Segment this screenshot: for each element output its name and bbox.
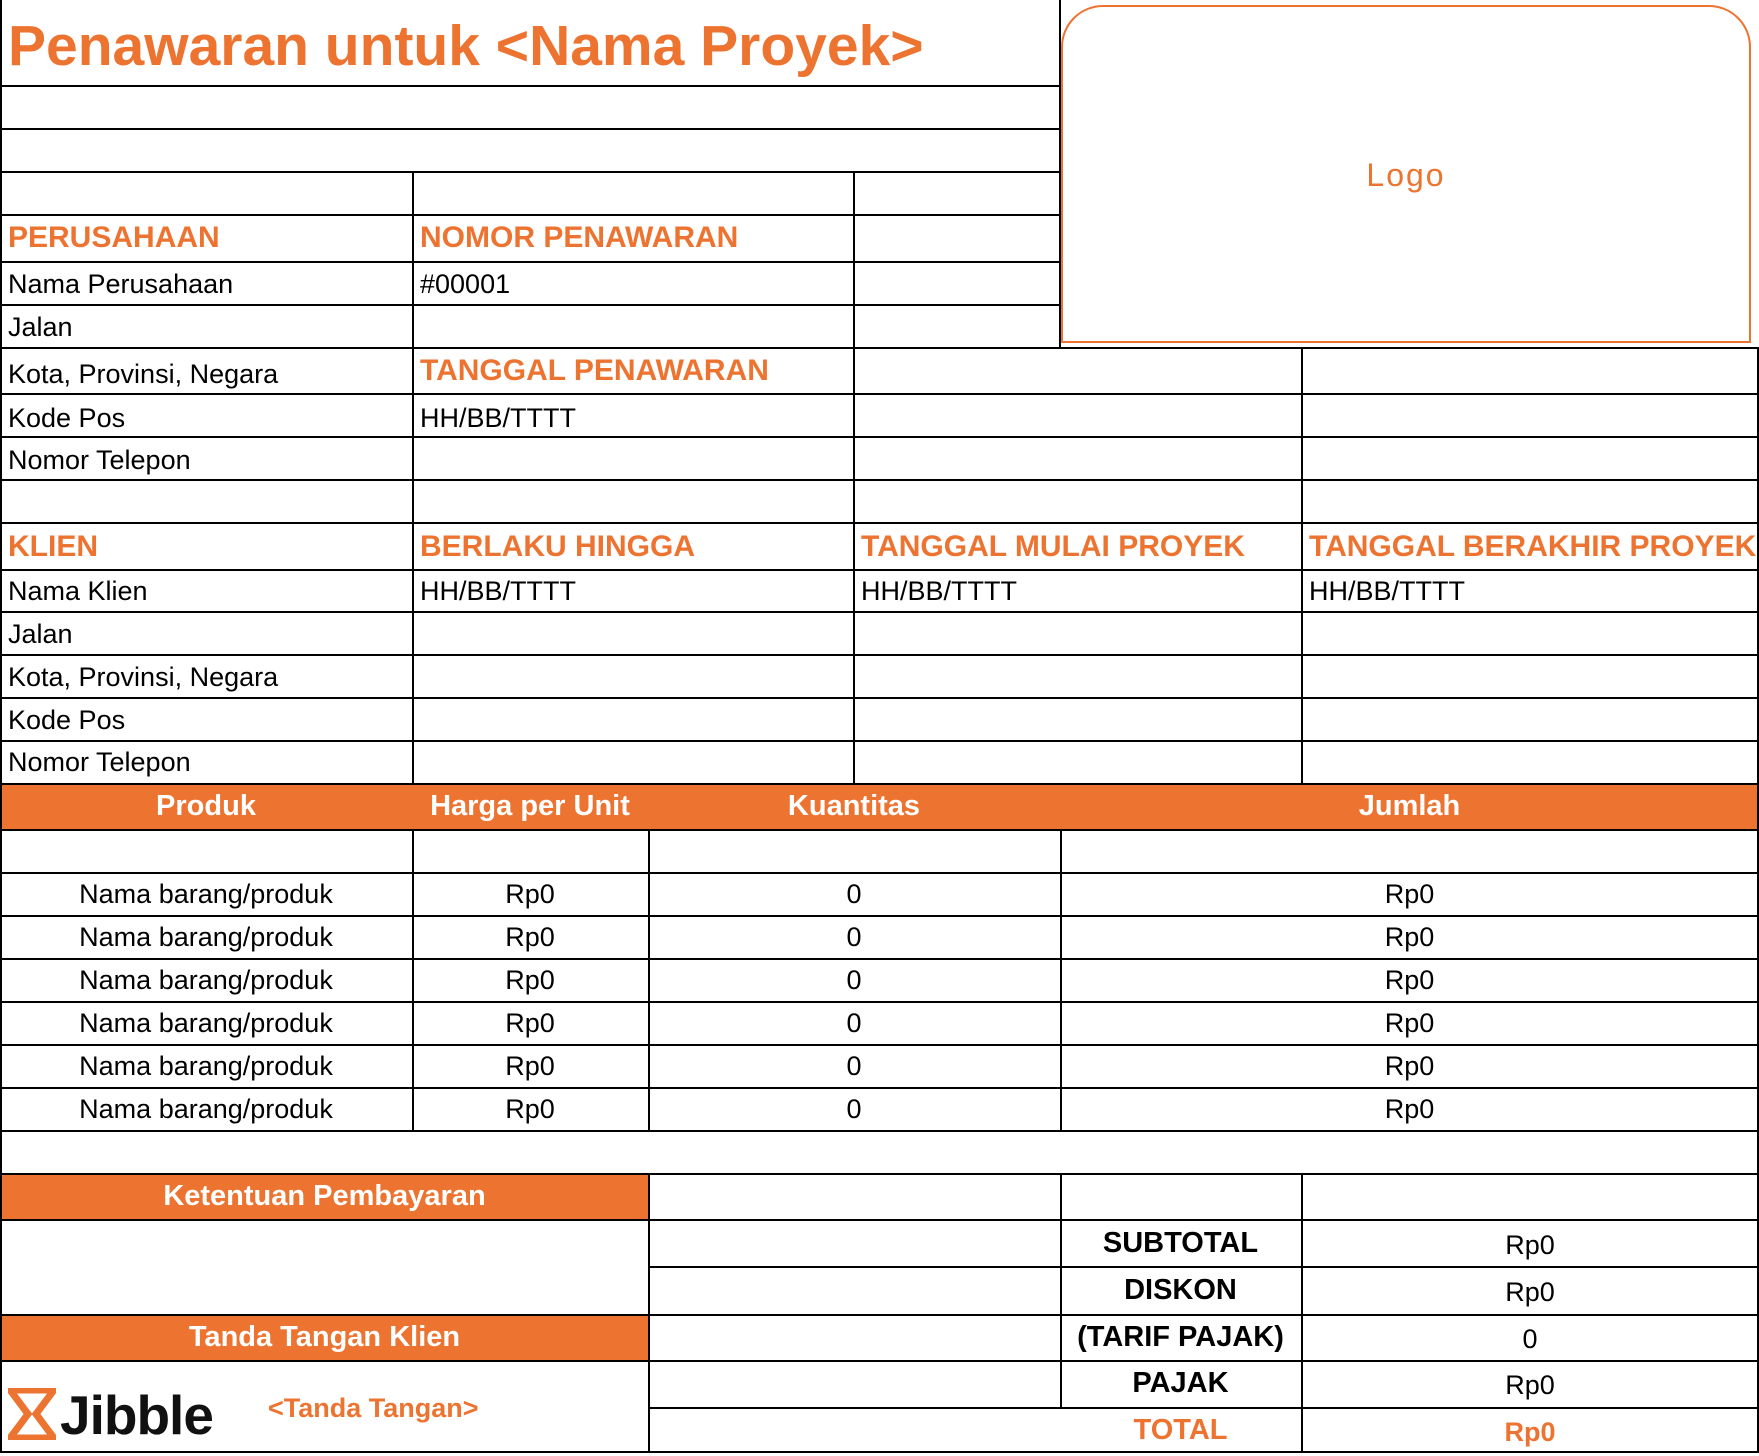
company-name[interactable]: Nama Perusahaan <box>8 269 234 299</box>
payment-terms-area[interactable] <box>2 1221 648 1313</box>
row-product[interactable]: Nama barang/produk <box>79 965 333 995</box>
company-city[interactable]: Kota, Provinsi, Negara <box>8 359 279 389</box>
row-quantity[interactable]: 0 <box>846 922 862 952</box>
subtotal-label: SUBTOTAL <box>1102 1227 1259 1259</box>
discount-label: DISKON <box>1124 1274 1237 1306</box>
row-quantity[interactable]: 0 <box>846 1094 862 1124</box>
row-product[interactable]: Nama barang/produk <box>79 1051 333 1081</box>
row-amount: Rp0 <box>1384 1094 1435 1124</box>
logo-placeholder[interactable] <box>1061 5 1751 343</box>
payment-terms-heading: Ketentuan Pembayaran <box>163 1180 486 1212</box>
row-product[interactable]: Nama barang/produk <box>79 922 333 952</box>
row-product[interactable]: Nama barang/produk <box>79 1094 333 1124</box>
col-header-amount: Jumlah <box>1358 790 1461 822</box>
client-phone[interactable]: Nomor Telepon <box>8 747 191 777</box>
total-label: TOTAL <box>1133 1414 1228 1446</box>
project-start-heading: TANGGAL MULAI PROYEK <box>861 530 1245 563</box>
quote-date-heading: TANGGAL PENAWARAN <box>420 354 769 387</box>
row-product[interactable]: Nama barang/produk <box>79 1008 333 1038</box>
valid-until-heading: BERLAKU HINGGA <box>420 530 695 563</box>
col-header-product: Produk <box>156 790 256 822</box>
row-unit-price[interactable]: Rp0 <box>505 922 555 952</box>
tax-label: PAJAK <box>1132 1367 1229 1399</box>
tax-rate-value[interactable]: 0 <box>1522 1324 1538 1354</box>
row-unit-price[interactable]: Rp0 <box>505 879 555 909</box>
row-product[interactable]: Nama barang/produk <box>79 879 333 909</box>
quote-number-heading: NOMOR PENAWARAN <box>420 221 739 254</box>
tax-value: Rp0 <box>1505 1370 1555 1400</box>
valid-until-value[interactable]: HH/BB/TTTT <box>420 576 576 606</box>
client-postal-code[interactable]: Kode Pos <box>8 705 126 735</box>
quote-date-value[interactable]: HH/BB/TTTT <box>420 403 576 433</box>
row-unit-price[interactable]: Rp0 <box>505 965 555 995</box>
client-heading: KLIEN <box>8 530 98 563</box>
company-heading: PERUSAHAAN <box>8 221 220 254</box>
subtotal-value: Rp0 <box>1505 1230 1555 1260</box>
quote-number-value[interactable]: #00001 <box>420 269 511 299</box>
col-header-quantity: Kuantitas <box>787 790 921 822</box>
col-header-unit-price: Harga per Unit <box>430 790 630 822</box>
total-value: Rp0 <box>1504 1417 1556 1447</box>
project-start-value[interactable]: HH/BB/TTTT <box>861 576 1017 606</box>
row-quantity[interactable]: 0 <box>846 1008 862 1038</box>
project-end-heading: TANGGAL BERAKHIR PROYEK <box>1309 530 1757 563</box>
company-phone[interactable]: Nomor Telepon <box>8 445 191 475</box>
signature-heading: Tanda Tangan Klien <box>188 1321 461 1353</box>
row-unit-price[interactable]: Rp0 <box>505 1051 555 1081</box>
row-amount: Rp0 <box>1384 965 1435 995</box>
row-amount: Rp0 <box>1384 1051 1435 1081</box>
row-unit-price[interactable]: Rp0 <box>505 1094 555 1124</box>
row-amount: Rp0 <box>1384 879 1435 909</box>
tax-rate-label: (TARIF PAJAK) <box>1077 1321 1284 1353</box>
company-street[interactable]: Jalan <box>8 312 73 342</box>
discount-value[interactable]: Rp0 <box>1505 1277 1555 1307</box>
logo-label: Logo <box>1366 157 1446 193</box>
client-street[interactable]: Jalan <box>8 619 73 649</box>
company-postal-code[interactable]: Kode Pos <box>8 403 126 433</box>
row-amount: Rp0 <box>1384 1008 1435 1038</box>
client-city[interactable]: Kota, Provinsi, Negara <box>8 662 279 692</box>
page-title: Penawaran untuk <Nama Proyek> <box>8 14 924 78</box>
row-quantity[interactable]: 0 <box>846 879 862 909</box>
row-quantity[interactable]: 0 <box>846 1051 862 1081</box>
brand-name: Jibble <box>60 1384 213 1446</box>
row-quantity[interactable]: 0 <box>846 965 862 995</box>
project-end-value[interactable]: HH/BB/TTTT <box>1309 576 1465 606</box>
row-amount: Rp0 <box>1384 922 1435 952</box>
row-unit-price[interactable]: Rp0 <box>505 1008 555 1038</box>
client-name[interactable]: Nama Klien <box>8 576 148 606</box>
signature-placeholder[interactable]: <Tanda Tangan> <box>268 1393 479 1423</box>
jibble-logo-icon <box>8 1388 56 1440</box>
